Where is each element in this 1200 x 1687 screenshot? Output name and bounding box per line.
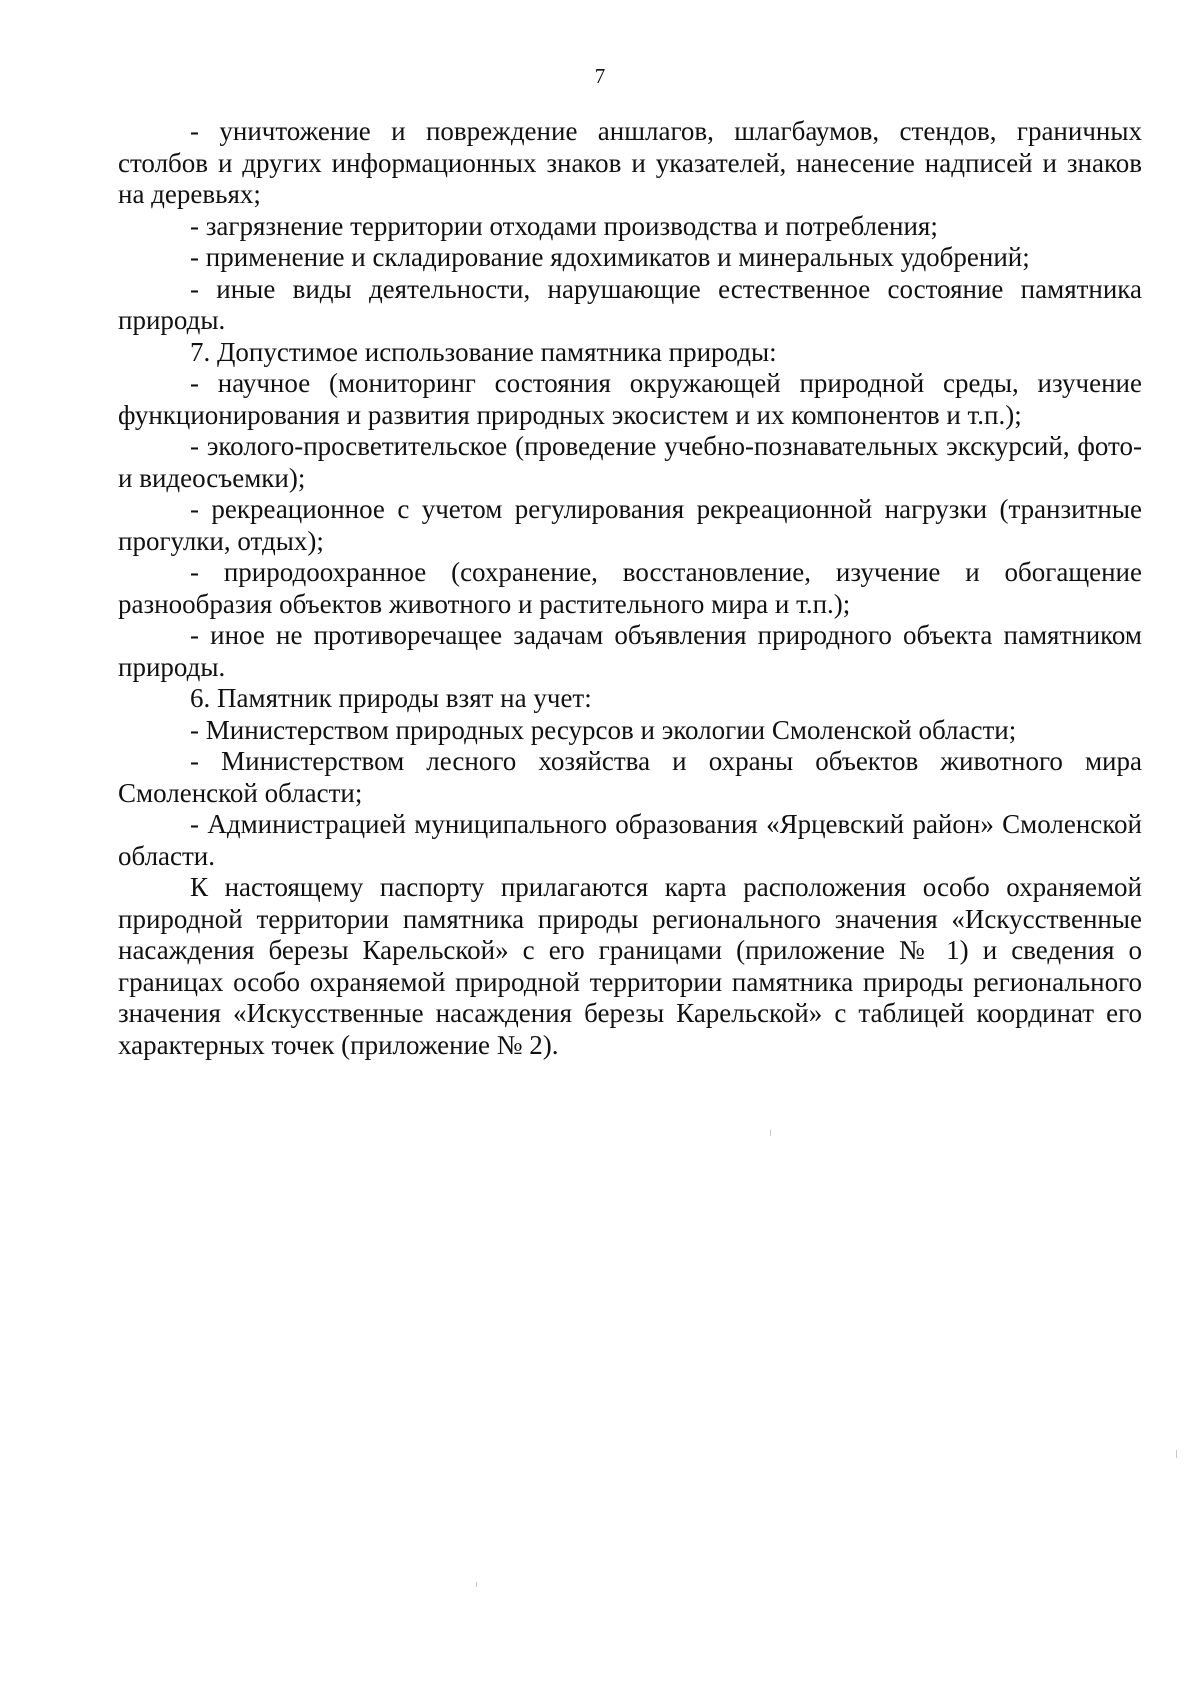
paragraph-prohibition-chemicals: - применение и складирование ядохимикатов и минеральных удобрений; bbox=[190, 242, 1030, 272]
paragraph-prohibition-other: - иные виды деятельности, нарушающие естественное состояние памятника природы. bbox=[118, 273, 1142, 335]
paragraph-use-educational: - эколого-просветительское (проведение учебно-познавательных экскурсий, фото- и видеосъемки); bbox=[118, 431, 1142, 493]
paragraph-prohibition-signs: - уничтожение и повреждение аншлагов, шлагбаумов, стендов, граничных столбов и других информационных знаков и указателей, нанесение надписей и знаков на деревьях; bbox=[118, 116, 1142, 209]
paragraph-use-conservation: - природоохранное (сохранение, восстановление, изучение и обогащение разнообразия объектов животного и растительного мира и т.п.); bbox=[118, 557, 1142, 619]
page-number: 7 bbox=[594, 64, 606, 88]
paragraph-registrar-ministry-forestry: - Министерством лесного хозяйства и охраны объектов животного мира Смоленской области; bbox=[118, 746, 1142, 808]
paragraph-use-other: - иное не противоречащее задачам объявления природного объекта памятником природы. bbox=[118, 620, 1142, 682]
scan-speck bbox=[476, 1582, 477, 1587]
paragraph-attachments: К настоящему паспорту прилагаются карта расположения особо охраняемой природной территории памятника природы регионального значения «Искусственные насаждения березы Карельской» с его границами (приложение № 1) и сведения о границах особо охраняемой природной территории памятника природы регионального значения «Искусственные насаждения березы Карельской» с таблицей координат его характерных точек (приложение № 2). bbox=[118, 872, 1142, 1060]
scan-speck bbox=[770, 1130, 771, 1136]
paragraph-registrar-ministry-resources: - Министерством природных ресурсов и экологии Смоленской области; bbox=[190, 714, 1017, 745]
paragraph-use-scientific: - научное (мониторинг состояния окружающей природной среды, изучение функционирования и развития природных экосистем и их компонентов и т.п.); bbox=[118, 368, 1142, 430]
scan-speck bbox=[1176, 1450, 1177, 1458]
section-heading-registration: 6. Памятник природы взят на учет: bbox=[190, 683, 592, 713]
section-heading-permitted-use: 7. Допустимое использование памятника природы: bbox=[190, 336, 777, 367]
paragraph-use-recreational: - рекреационное с учетом регулирования рекреационной нагрузки (транзитные прогулки, отдых); bbox=[118, 494, 1142, 556]
paragraph-prohibition-waste: - загрязнение территории отходами производства и потребления; bbox=[190, 210, 938, 241]
document-body bbox=[118, 116, 1142, 1061]
paragraph-registrar-administration: - Администрацией муниципального образования «Ярцевский район» Смоленской области. bbox=[118, 809, 1142, 871]
